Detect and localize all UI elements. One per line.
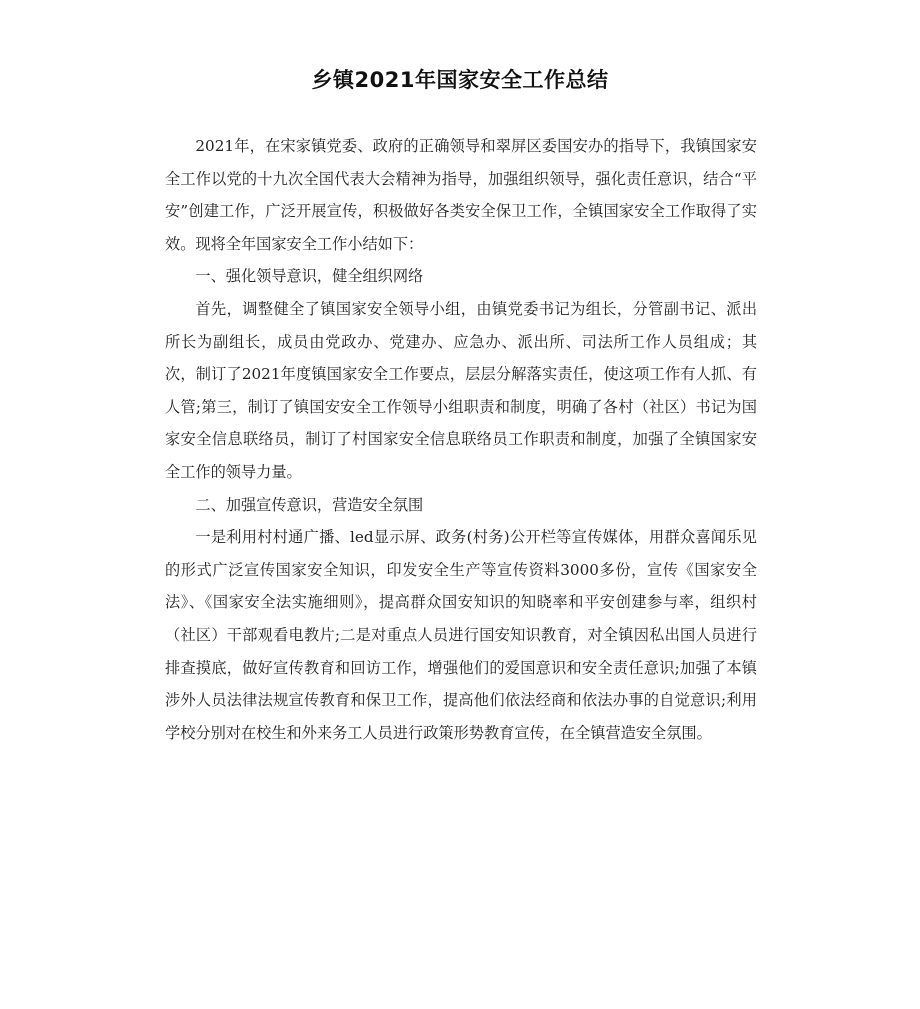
section-2-paragraph: 一是利用村村通广播、led显示屏、政务(村务)公开栏等宣传媒体，用群众喜闻乐见的形式广泛宣传国家安全知识，印发安全生产等宣传资料3000多份，宣传《国家安全法》、《国家安全法实施细则》，提高群众国安知识的知晓率和平安创建参与率，组织村（社区）干部观看电教片;二是对重点人员进行国安知识教育，对全镇因私出国人员进行排查摸底，做好宣传教育和回访工作，增强他们的爱国意识和安全责任意识;加强了本镇涉外人员法律法规宣传教育和保卫工作，提高他们依法经商和依法办事的自觉意识;利用学校分别对在校生和外来务工人员进行政策形势教育宣传，在全镇营造安全氛围。 — [165, 528, 757, 742]
document-title: 乡镇2021年国家安全工作总结 — [311, 68, 609, 92]
section-heading-2: 二、加强宣传意识，营造安全氛围 — [195, 495, 424, 514]
intro-paragraph: 2021年，在宋家镇党委、政府的正确领导和翠屏区委国安办的指导下，我镇国家安全工作以党的十九次全国代表大会精神为指导，加强组织领导，强化责任意识，结合“平安”创建工作，广泛开展宣传，积极做好各类安全保卫工作，全镇国家安全工作取得了实效。现将全年国家安全工作小结如下： — [165, 137, 757, 253]
section-1-paragraph: 首先，调整健全了镇国家安全领导小组，由镇党委书记为组长，分管副书记、派出所长为副组长，成员由党政办、党建办、应急办、派出所、司法所工作人员组成；其次，制订了2021年度镇国家安全工作要点，层层分解落实责任，使这项工作有人抓、有人管;第三，制订了镇国安安全工作领导小组职责和制度，明确了各村（社区）书记为国家安全信息联络员，制订了村国家安全信息联络员工作职责和制度，加强了全镇国家安全工作的领导力量。 — [165, 299, 757, 481]
document-body — [165, 130, 757, 749]
section-heading-1: 一、强化领导意识，健全组织网络 — [195, 267, 424, 286]
